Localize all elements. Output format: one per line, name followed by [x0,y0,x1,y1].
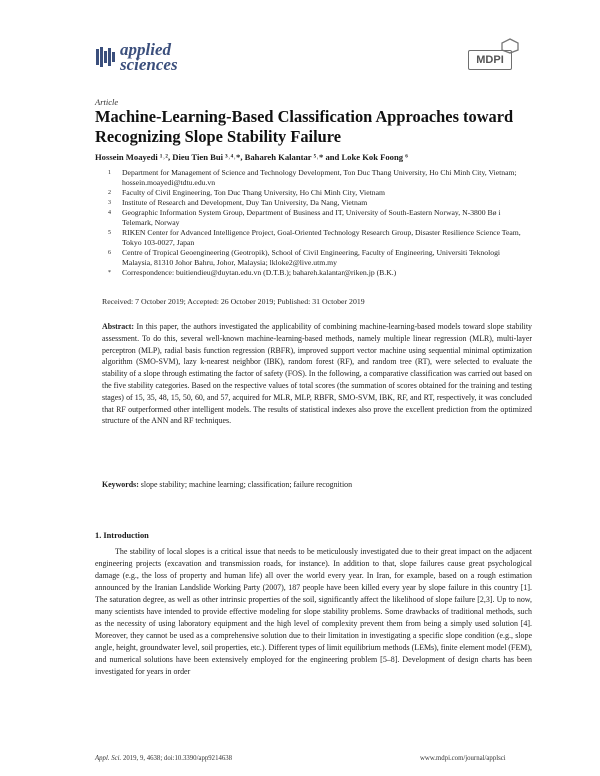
article-type: Article [95,97,119,107]
publication-dates: Received: 7 October 2019; Accepted: 26 October 2019; Published: 31 October 2019 [102,297,365,306]
affiliation-item: 3 Institute of Research and Development, Duy Tan University, Da Nang, Vietnam [108,198,368,207]
intro-paragraph: The stability of local slopes is a critical issue that needs to be meticulously investigated due to their great impact on the adjacent engineering projects (excavation and transmission roads, for instance). In addition to that, slope failures cause great psychological damage (e.g., the loss of property and human life) all over the world every year. In Iran, for example, based on a rough estimation announced by the Iranian Landslide Working Party (2007), 187 people have been killed every year by slope failure in this country [1]. The saturation degree, as well as other intrinsic properties of the soil, significantly affect the likelihood of slope failure [2,3]. Up to now, many scientists have intended to provide effective modeling for slope stability problems. Some drawbacks of traditional methods, such as the necessity of using laboratory equipment and the high level of complexity prevent them from being a simply used solution [4]. Moreover, they cannot be used as a comprehensive solution due to their limitation in investigating a specific slope condition (e.g., slope angle, height, groundwater level, soil properties, etc.). Different types of limit equilibrium methods (LEMs), finite element model (FEM), and numerical solutions have been extensively employed for the engineering problem [5–8]. Development of design charts has been investigated for years in order [95,547,532,676]
publisher-logo: MDPI [468,50,512,70]
author-list: Hossein Moayedi ¹˒², Dieu Tien Bui ³˒⁴˒*, Bahareh Kalantar ⁵˒* and Loke Kok Foong ⁶ [95,152,408,162]
journal-logo-icon [95,46,117,68]
abstract-text: In this paper, the authors investigated the applicability of combining machine-learning-based models toward slope stability assessment. To do this, several well-known machine-learning-based methods, namely multiple linear regression (MLR), multi-layer perceptron (MLP), radial basis function regression (RBFR), improved support vector machine using sequential minimal optimization algorithm (SMO-SVM), lazy k-nearest neighbor (IBK), random forest (RF), and random tree (RT), were selected to evaluate the stability of a slope through estimating the factor of safety (FOS). In the following, a comparative classification was carried out based on the five stability categories. Based on the respective values of total scores (the summation of scores obtained for the training and testing stages) of 15, 35, 48, 15, 50, 60, and 57, acquired for MLR, MLP, RBFR, SMO-SVM, IBK, RF, and RT, respectively, it was concluded that RF outperformed other intelligent models. The results of statistical indexes also prove the excellent prediction from the optimized structure of the ANN and RF techniques. [102,322,532,426]
abstract-label: Abstract: [102,322,134,331]
footer-citation: Appl. Sci. 2019, 9, 4638; doi:10.3390/app9214638 [95,755,233,762]
affiliation-item: 4 Geographic Information System Group, Department of Business and IT, University of South-Eastern Norway, N-3800 Bø i Telemark, Norway [108,208,501,227]
affiliation-item: 2 Faculty of Civil Engineering, Ton Duc Thang University, Ho Chi Minh City, Vietnam [108,188,385,197]
keywords-text: slope stability; machine learning; classification; failure recognition [138,480,353,489]
keywords-label: Keywords: [102,480,139,489]
footer-url[interactable]: www.mdpi.com/journal/applsci [420,755,506,762]
keywords [102,480,532,489]
journal-name [120,42,178,72]
abstract [102,321,532,427]
affiliation-item: 5 RIKEN Center for Advanced Intelligence Project, Goal-Oriented Technology Research Group, Disaster Resilience Science Team, Tokyo 103-0027, Japan [108,228,521,247]
section-heading: 1. Introduction [95,531,149,540]
affiliation-list [108,168,528,278]
journal-name-line1: applied [120,40,171,59]
correspondence: * Correspondence: buitiendieu@duytan.edu.vn (D.T.B.); bahareh.kalantar@riken.jp (B.K.) [108,268,397,277]
affiliation-item: 1 Department for Management of Science and Technology Development, Ton Duc Thang University, Ho Chi Minh City, Vietnam; hossein.moayedi@tdtu.edu.vn [108,168,517,187]
journal-name-line2: sciences [120,55,178,74]
paper-title: Machine-Learning-Based Classification Approaches toward Recognizing Slope Stability Failure [95,107,514,146]
affiliation-item: 6 Centre of Tropical Geoengineering (Geotropik), School of Civil Engineering, Faculty of Engineering, Universiti Teknologi Malaysia, 81310 Johor Bahru, Johor, Malaysia; lkloke2@live.utm.my [108,248,501,267]
